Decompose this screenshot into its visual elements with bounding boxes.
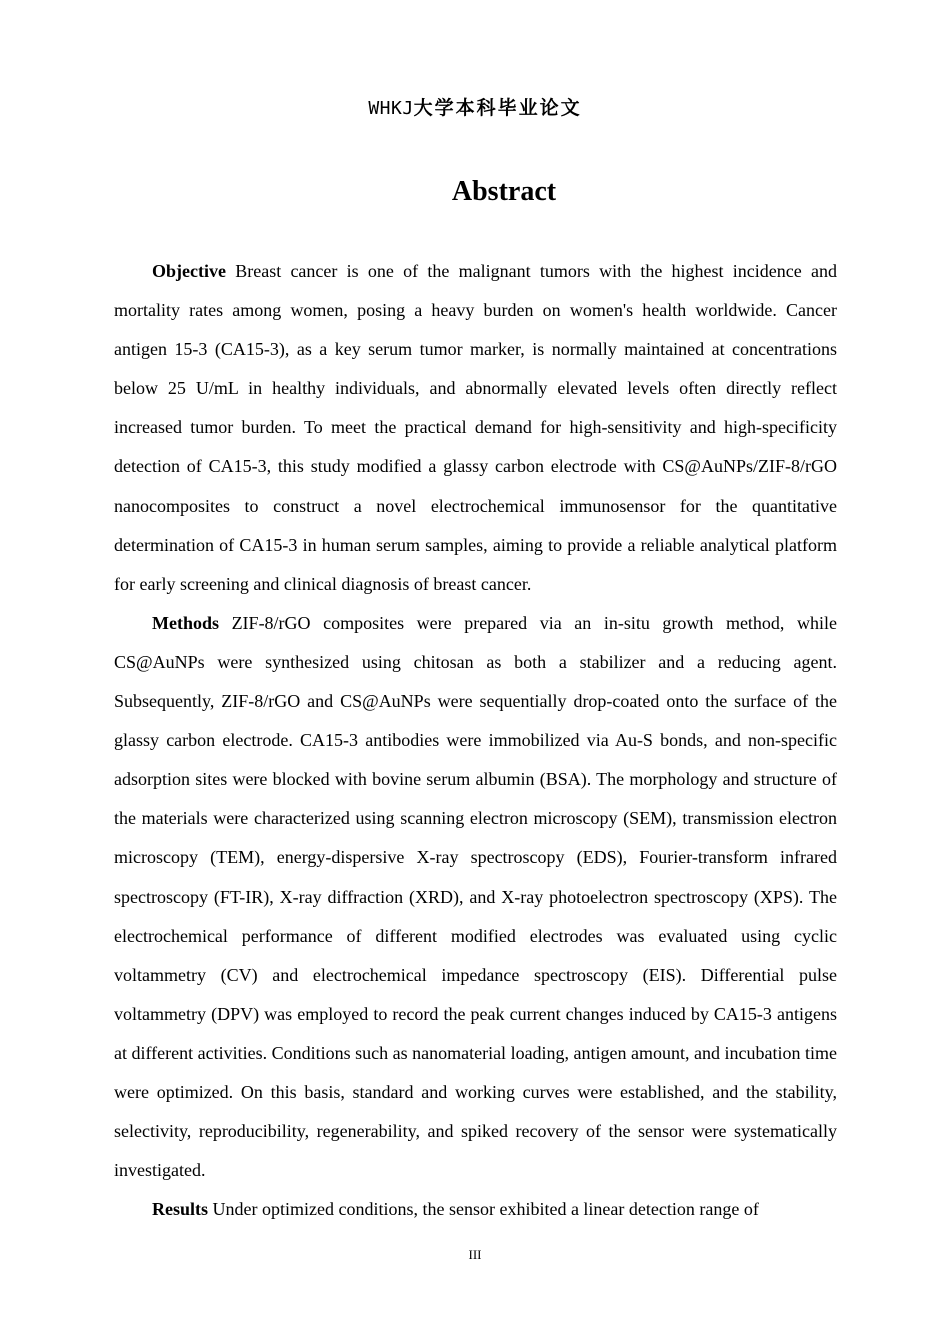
objective-text: Breast cancer is one of the malignant tumors with the highest incidence and mortality rates among women, posing a heavy burden on women's health worldwide. Cancer antigen 15-3 (CA15-3), as a key serum tumor marker, is normally maintained at concentrations below 25 U/mL in healthy individuals, and abnormally elevated levels often directly reflect increased tumor burden. To meet the practical demand for high-sensitivity and high-specificity detection of CA15-3, this study modified a glassy carbon electrode with CS@AuNPs/ZIF-8/rGO nanocomposites to construct a novel electrochemical immunosensor for the quantitative determination of CA15-3 in human serum samples, aiming to provide a reliable analytical platform for early screening and clinical diagnosis of breast cancer.: [114, 261, 837, 594]
header-institution-code: WHKJ: [368, 98, 414, 119]
objective-label: Objective: [152, 261, 226, 281]
methods-text: ZIF-8/rGO composites were prepared via an in-situ growth method, while CS@AuNPs were synthesized using chitosan as both a stabilizer and a reducing agent. Subsequently, ZIF-8/rGO and CS@AuNPs were sequentially drop-coated onto the surface of the glassy carbon electrode. CA15-3 antibodies were immobilized via Au-S bonds, and non-specific adsorption sites were blocked with bovine serum albumin (BSA). The morphology and structure of the materials were characterized using scanning electron microscopy (SEM), transmission electron microscopy (TEM), energy-dispersive X-ray spectroscopy (EDS), Fourier-transform infrared spectroscopy (FT-IR), X-ray diffraction (XRD), and X-ray photoelectron spectroscopy (XPS). The electrochemical performance of different modified electrodes was evaluated using cyclic voltammetry (CV) and electrochemical impedance spectroscopy (EIS). Differential pulse voltammetry (DPV) was employed to record the peak current changes induced by CA15-3 antigens at different activities. Conditions such as nanomaterial loading, antigen amount, and incubation time were optimized. On this basis, standard and working curves were established, and the stability, selectivity, reproducibility, regenerability, and spiked recovery of the sensor were systematically investigated.: [114, 612, 837, 1181]
abstract-body: [114, 252, 837, 1229]
page-number: III: [468, 1247, 482, 1262]
header-thesis-label: 大学本科毕业论文: [413, 97, 582, 119]
results-paragraph: [114, 1190, 837, 1229]
running-header: [0, 93, 950, 120]
results-text: Under optimized conditions, the sensor exhibited a linear detection range of: [208, 1199, 759, 1220]
methods-label: Methods: [152, 612, 219, 633]
objective-paragraph: [114, 252, 837, 604]
abstract-title: Abstract: [451, 176, 557, 207]
methods-paragraph: [114, 604, 837, 1190]
results-label: Results: [152, 1199, 209, 1220]
